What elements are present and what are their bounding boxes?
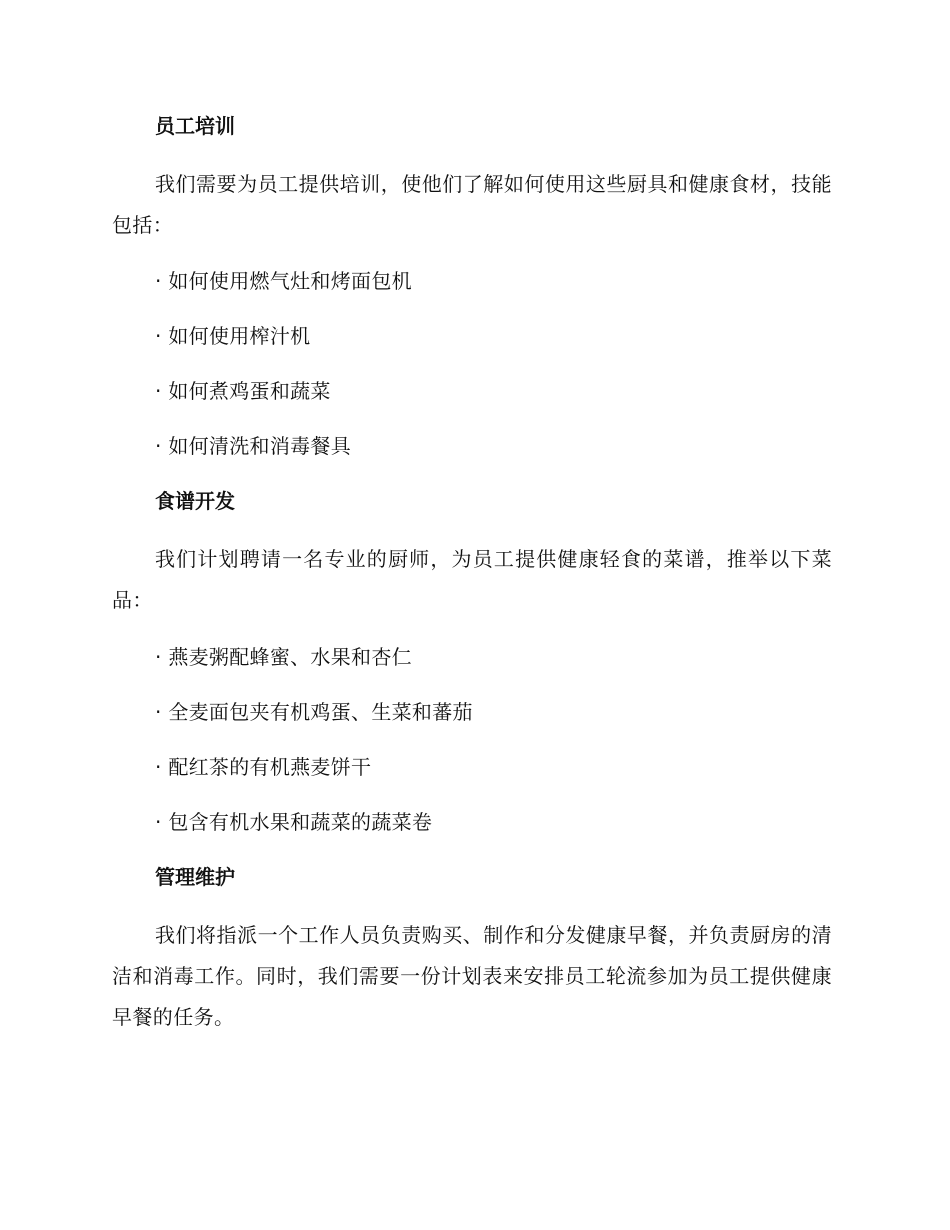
bullet-item: · 包含有机水果和蔬菜的蔬菜卷 [155, 810, 433, 834]
section-recipe-development [112, 485, 832, 838]
bullet-item: · 燕麦粥配蜂蜜、水果和杏仁 [155, 645, 412, 669]
document-body [112, 110, 832, 1038]
bullet-item: · 如何使用燃气灶和烤面包机 [155, 269, 412, 293]
section-heading: 员工培训 [155, 114, 235, 138]
section-staff-training [112, 110, 832, 462]
section-management-maintenance [112, 861, 832, 1038]
section-heading: 管理维护 [155, 865, 235, 889]
section-paragraph: 我们需要为员工提供培训，使他们了解如何使用这些厨具和健康食材，技能包括： [112, 172, 832, 237]
bullet-item: · 如何煮鸡蛋和蔬菜 [155, 379, 331, 403]
bullet-item: · 全麦面包夹有机鸡蛋、生菜和蕃茄 [155, 700, 473, 724]
bullet-item: · 配红茶的有机燕麦饼干 [155, 755, 372, 779]
bullet-item: · 如何使用榨汁机 [155, 324, 311, 348]
bullet-item: · 如何清洗和消毒餐具 [155, 434, 352, 458]
section-heading: 食谱开发 [155, 489, 235, 513]
section-paragraph: 我们将指派一个工作人员负责购买、制作和分发健康早餐，并负责厨房的清洁和消毒工作。同时，我们需要一份计划表来安排员工轮流参加为员工提供健康早餐的任务。 [112, 923, 832, 1029]
section-paragraph: 我们计划聘请一名专业的厨师，为员工提供健康轻食的菜谱，推举以下菜品： [112, 547, 832, 612]
